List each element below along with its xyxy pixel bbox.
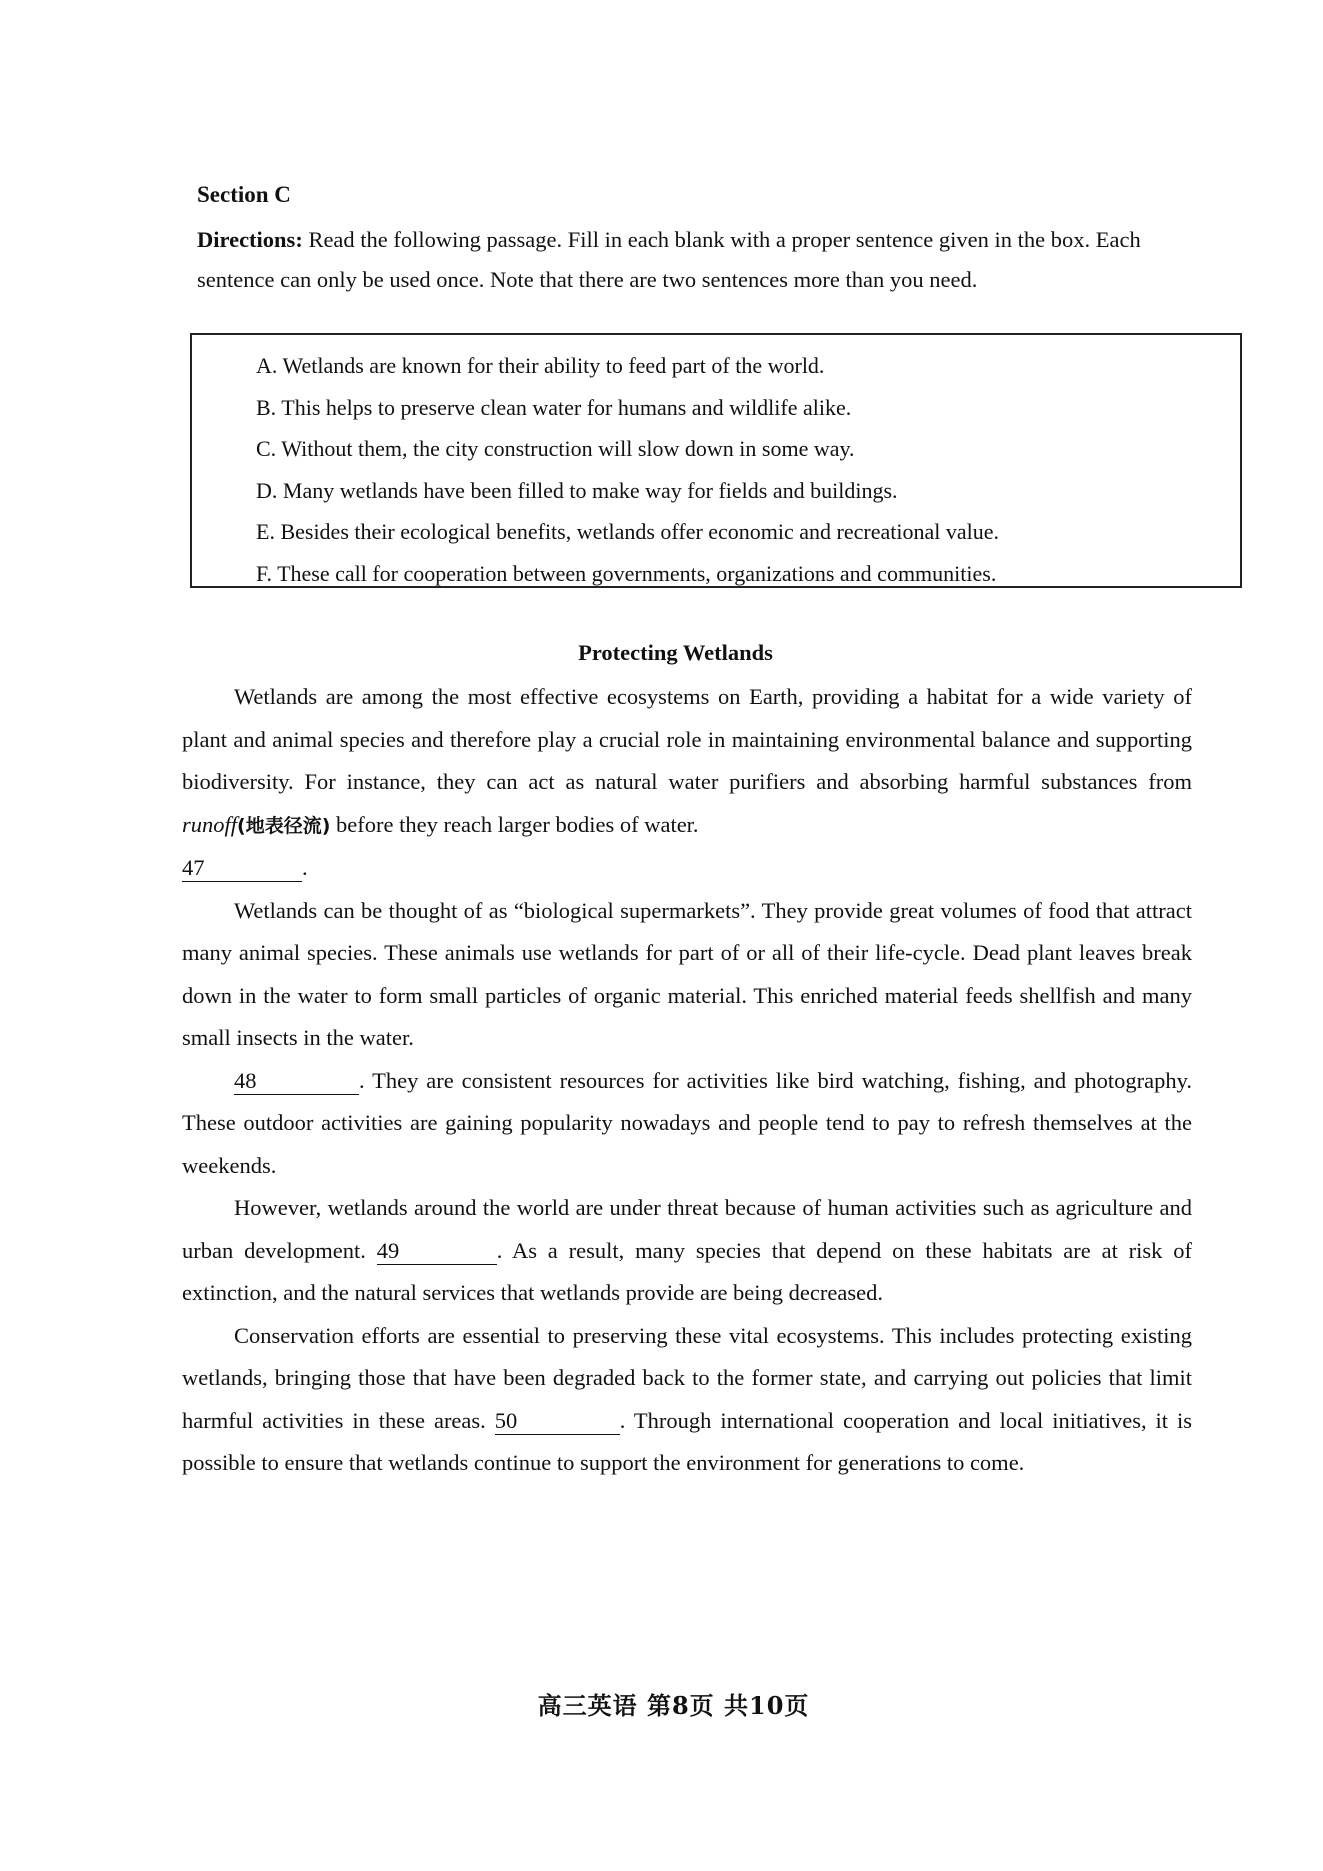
page-footer: 高三英语 第8页 共10页	[537, 1691, 810, 1720]
option-b: B. This helps to preserve clean water for humans and wildlife alike.	[256, 394, 852, 420]
blank-48[interactable]: 48	[234, 1068, 359, 1095]
options-list	[256, 345, 999, 594]
option-c: C. Without them, the city construction will slow down in some way.	[256, 436, 855, 461]
blank-47[interactable]: 47	[182, 855, 302, 882]
paragraph-3	[182, 1060, 1192, 1188]
passage-title: Protecting Wetlands	[578, 640, 773, 665]
paragraph-5-start: Conservation efforts are essential to preserving these vital ecosystems. This includes protecting existing wetlands, bringing those that have been degraded back to the former state, and carrying out policies that limit harmful activities in these areas.	[182, 1322, 1192, 1433]
directions	[197, 220, 1197, 300]
paragraph-5-end: . Through international cooperation and local initiatives, it is possible to ensure that wetlands continue to support the environment for generations to come.	[182, 1407, 1193, 1475]
option-a: A. Wetlands are known for their ability to feed part of the world.	[256, 353, 825, 378]
paragraph-4-start: However, wetlands around the world are under threat because of human activities such as agriculture and urban development.	[182, 1195, 1192, 1263]
paragraph-4-end: . As a result, many species that depend on these habitats are at risk of extinction, and the natural services that wetlands provide are being decreased.	[182, 1237, 1192, 1305]
runoff-term: runoff	[182, 811, 238, 837]
paragraph-2: Wetlands can be thought of as “biological supermarkets”. They provide great volumes of food that attract many animal species. These animals use wetlands for part of or all of their life-cycle. Dead plant leaves break down in the water to form small particles of organic material. This enriched material feeds shellfish and many small insects in the water.	[182, 897, 1192, 1050]
runoff-gloss: (地表径流)	[237, 814, 331, 837]
option-d: D. Many wetlands have been filled to make way for fields and buildings.	[256, 477, 898, 503]
passage-body	[182, 676, 1192, 1485]
option-e: E. Besides their ecological benefits, wetlands offer economic and recreational value.	[256, 519, 1000, 544]
section-title: Section C	[197, 182, 291, 207]
option-f: F. These call for cooperation between governments, organizations and communities.	[256, 560, 997, 586]
blank-49[interactable]: 49	[377, 1238, 497, 1265]
paragraph-1-end: before they reach larger bodies of water.	[330, 811, 699, 837]
paragraph-1-text: Wetlands are among the most effective ecosystems on Earth, providing a habitat for a wide variety of plant and animal species and therefore play a crucial role in maintaining environmental balance and supporting biodiversity. For instance, they can act as natural water purifiers and absorbing harmful substances from	[182, 684, 1192, 794]
options-box	[190, 333, 1242, 588]
paragraph-1	[182, 676, 1192, 847]
directions-text: Read the following passage. Fill in each blank with a proper sentence given in the box. Each sentence can only be used once. Note that there are two sentences more than you need.	[197, 227, 1141, 292]
blank-50[interactable]: 50	[495, 1408, 620, 1435]
blank-47-line: 47 .	[182, 855, 308, 880]
paragraph-4	[182, 1187, 1192, 1315]
paragraph-3-text: . They are consistent resources for activities like bird watching, fishing, and photography. These outdoor activities are gaining popularity nowadays and people tend to pay to refresh themselves at the weekends.	[182, 1067, 1192, 1178]
directions-label: Directions:	[197, 227, 303, 252]
paragraph-5	[182, 1315, 1192, 1485]
